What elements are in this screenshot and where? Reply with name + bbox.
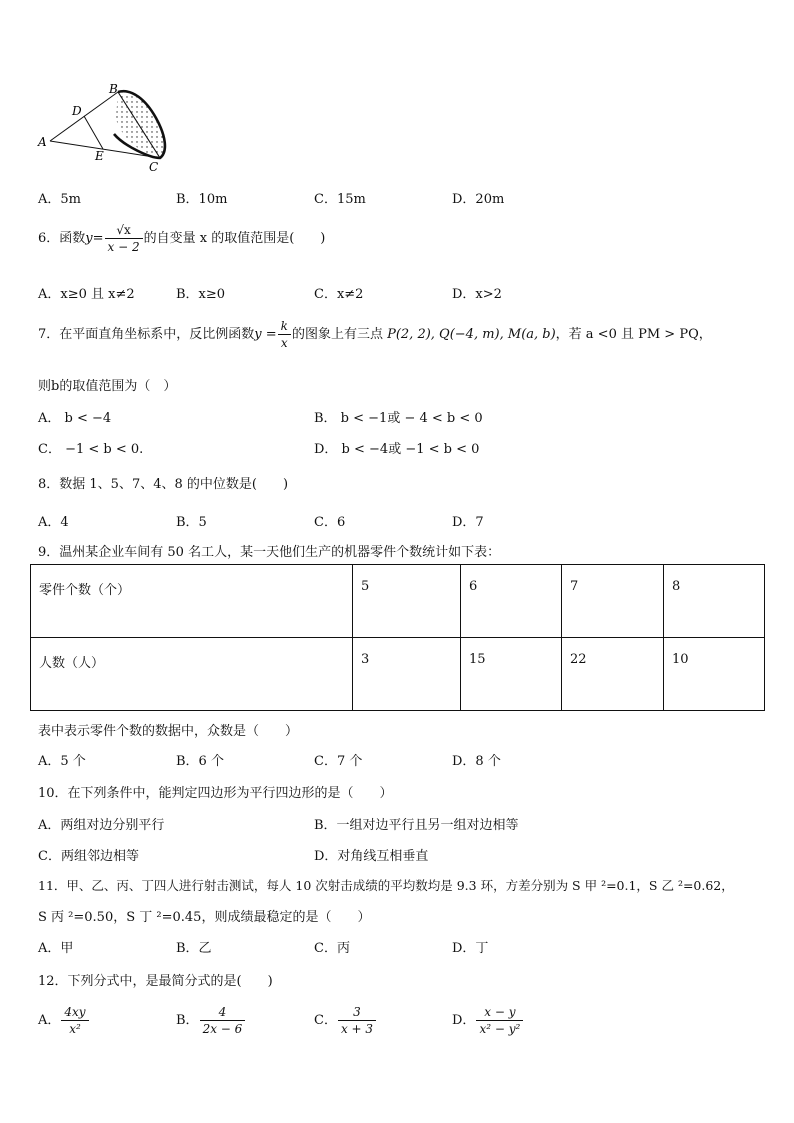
q9-option-c: C．7 个 xyxy=(314,754,363,769)
label-B: B xyxy=(109,82,118,96)
q10-option-a: A．两组对边分别平行 xyxy=(38,818,165,833)
q12-option-d: D． $\frac{x - y}{\text{x² − y²}}$ xyxy=(452,1004,524,1037)
q10-option-b: B．一组对边平行且另一组对边相等 xyxy=(314,818,519,833)
q5-option-d: D．20m xyxy=(452,192,505,207)
q12-stem: 12．下列分式中，是最简分式的是( ) xyxy=(38,974,273,989)
q12-option-a: A． $\frac{4xy}{\text{x²}}$ xyxy=(38,1004,90,1037)
q12-option-c: C． $\frac{3}{x + 3}$ xyxy=(314,1004,377,1037)
q7-line2: 则b的取值范围为（ ） xyxy=(38,379,177,394)
q6-option-d: D．x>2 xyxy=(452,287,502,302)
q9-table xyxy=(30,564,765,711)
line-DE xyxy=(84,116,103,149)
table-cell: 7 xyxy=(562,565,664,638)
q6-option-a: A．x≥0 且 x≠2 xyxy=(38,287,135,302)
table-cell: 零件个数（个） xyxy=(31,565,353,638)
q7-stem: 7．在平面直角坐标系中，反比例函数y = $\frac{k}{x}$ 的图象上有三点 P(2, 2), Q(−4, m), M(a, b)，若 a <0 且 PM > PQ， xyxy=(38,319,712,350)
q9-stem: 9．温州某企业车间有 50 名工人，某一天他们生产的机器零件个数统计如下表： xyxy=(38,545,501,560)
table-cell: 人数（人） xyxy=(31,638,353,711)
q11-option-b: B．乙 xyxy=(176,941,212,956)
label-E: E xyxy=(95,149,104,163)
table-row xyxy=(31,565,765,638)
q5-option-a: A．5m xyxy=(38,192,81,207)
q7-fraction: $\frac{k}{x}$ xyxy=(278,318,291,351)
q7-option-a: A． b < −4 xyxy=(38,411,112,426)
table-cell: 5 xyxy=(353,565,461,638)
q11-option-d: D．丁 xyxy=(452,941,489,956)
q6-option-c: C．x≠2 xyxy=(314,287,364,302)
table-cell: 6 xyxy=(461,565,562,638)
q8-option-d: D．7 xyxy=(452,515,484,530)
label-C: C xyxy=(149,160,159,174)
q11-option-a: A．甲 xyxy=(38,941,74,956)
q9-option-d: D．8 个 xyxy=(452,754,501,769)
q9-question: 表中表示零件个数的数据中，众数是（ ） xyxy=(38,724,299,739)
q5-option-c: C．15m xyxy=(314,192,366,207)
q8-option-a: A．4 xyxy=(38,515,69,530)
q8-option-b: B．5 xyxy=(176,515,207,530)
table-cell: 22 xyxy=(562,638,664,711)
label-A: A xyxy=(38,135,47,149)
q12-option-b: B． $\frac{4}{2x - 6}$ xyxy=(176,1004,246,1037)
q6-stem: 6．函数y= $\frac{√x}{x - 2}$ 的自变量 x 的取值范围是( ) xyxy=(38,223,326,254)
table-cell: 10 xyxy=(664,638,765,711)
q7-option-c: C． −1 < b < 0. xyxy=(38,442,144,457)
table-cell: 3 xyxy=(353,638,461,711)
q11-line2: S 丙 ²=0.50，S 丁 ²=0.45，则成绩最稳定的是（ ） xyxy=(38,910,371,925)
q9-option-b: B．6 个 xyxy=(176,754,224,769)
q6-option-b: B．x≥0 xyxy=(176,287,226,302)
q8-option-c: C．6 xyxy=(314,515,346,530)
q10-option-c: C．两组邻边相等 xyxy=(38,849,139,864)
q11-option-c: C．丙 xyxy=(314,941,350,956)
table-row xyxy=(31,638,765,711)
q6-fraction: $\frac{√x}{x - 2}$ xyxy=(105,222,143,255)
q9-option-a: A．5 个 xyxy=(38,754,86,769)
q8-stem: 8．数据 1、5、7、4、8 的中位数是( ) xyxy=(38,477,289,492)
q11-line1: 11．甲、乙、丙、丁四人进行射击测试，每人 10 次射击成绩的平均数均是 9.3 环，方差分别为 S 甲 ²=0.1，S 乙 ²=0.62， xyxy=(38,878,734,893)
q7-option-b: B． b < −1或 − 4 < b < 0 xyxy=(314,411,483,426)
q10-stem: 10．在下列条件中，能判定四边形为平行四边形的是（ ） xyxy=(38,786,393,801)
q10-option-d: D．对角线互相垂直 xyxy=(314,849,429,864)
table-cell: 8 xyxy=(664,565,765,638)
table-cell: 15 xyxy=(461,638,562,711)
q5-option-b: B．10m xyxy=(176,192,228,207)
label-D: D xyxy=(72,104,82,118)
q7-option-d: D． b < −4或 −1 < b < 0 xyxy=(314,442,480,457)
